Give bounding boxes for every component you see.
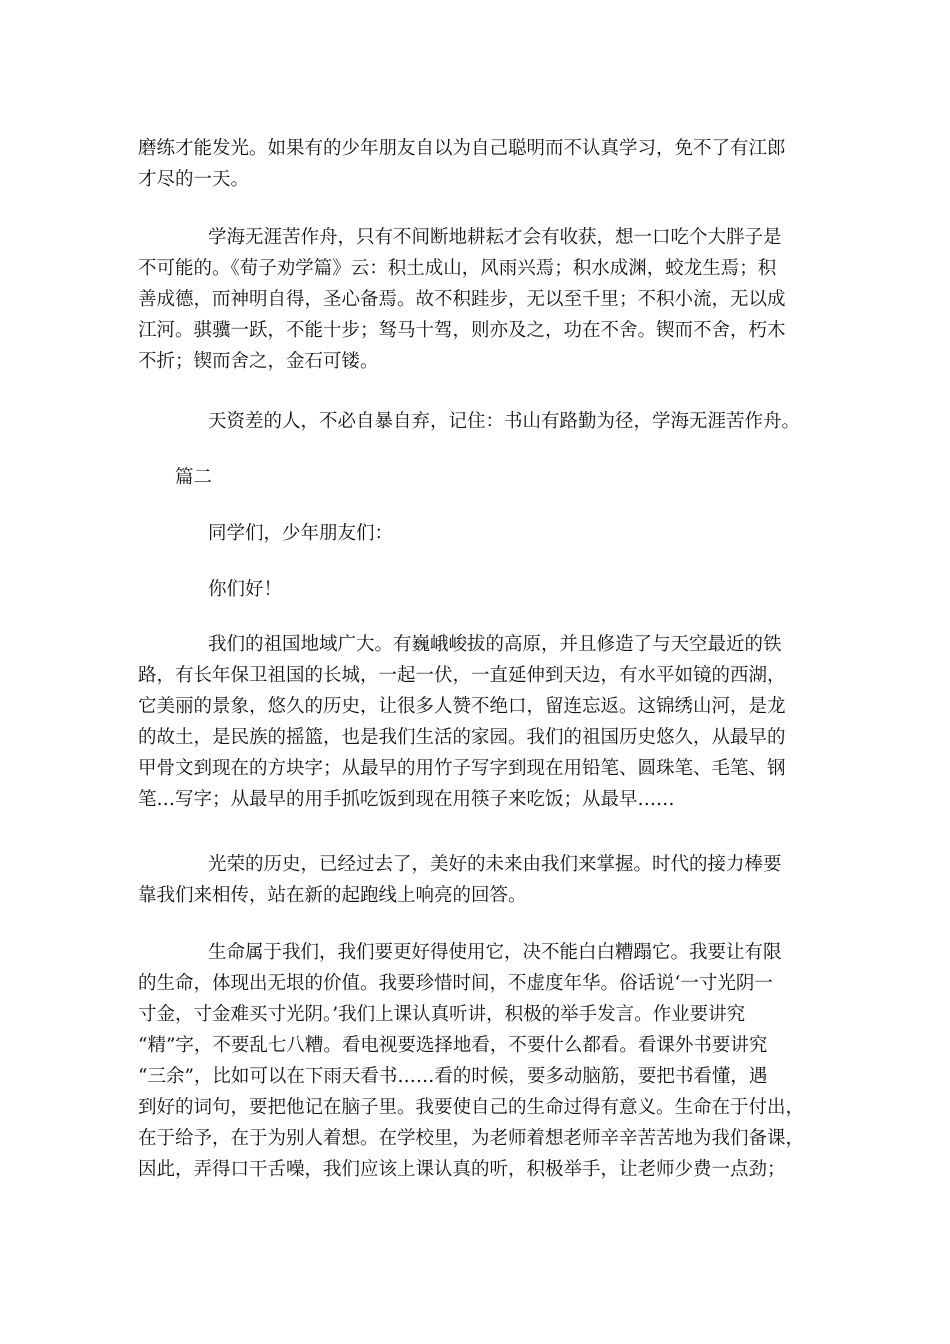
text-line: 的故土，是民族的摇篮，也是我们生活的家园。我们的祖国历史悠久，从最早的: [138, 727, 786, 748]
text-line: 甲骨文到现在的方块字；从最早的用竹子写字到现在用铅笔、圆珠笔、毛笔、钢: [138, 758, 786, 779]
text-line: 不折；锲而舍之，金石可镂。: [138, 351, 379, 372]
text-line: 寸金，寸金难买寸光阴。’我们上课认真听讲，积极的举手发言。作业要讲究: [138, 1004, 746, 1025]
text-line: 靠我们来相传，站在新的起跑线上响亮的回答。: [138, 885, 527, 906]
paragraph-history: [138, 849, 828, 911]
text-line: 学海无涯苦作舟，只有不间断地耕耘才会有收获，想一口吃个大胖子是: [208, 227, 782, 248]
paragraph-1: [138, 133, 828, 195]
text-line: 在于给予，在于为别人着想。在学校里，为老师着想老师辛辛苦苦地为我们备课，: [138, 1128, 805, 1149]
text-line: 路，有长年保卫祖国的长城，一起一伏，一直延伸到天边，有水平如镜的西湖，: [138, 665, 786, 686]
text-line: 天资差的人，不必自暴自弃，记住：书山有路勤为径，学海无涯苦作舟。: [208, 411, 801, 432]
section-heading: 篇二: [175, 467, 213, 488]
text-line: 我们的祖国地域广大。有巍峨峻拔的高原，并且修造了与天空最近的铁: [208, 634, 782, 655]
text-line: 江河。骐骥一跃，不能十步；驽马十驾，则亦及之，功在不舍。锲而不舍，朽木: [138, 320, 786, 341]
text-line: 才尽的一天。: [138, 169, 250, 190]
paragraph-hello: [138, 574, 828, 605]
text-line: 笔…写字；从最早的用手抓吃饭到现在用筷子来吃饭；从最早……: [138, 789, 675, 810]
text-line: “精”字，不要乱七八糟。看电视要选择地看，不要什么都看。看课外书要讲究: [138, 1035, 768, 1056]
text-line: 你们好！: [208, 579, 283, 600]
text-line: 善成德，而神明自得，圣心备焉。故不积跬步，无以至千里；不积小流，无以成: [138, 289, 786, 310]
text-line: 到好的词句，要把他记在脑子里。我要使自己的生命过得有意义。生命在于付出，: [138, 1097, 805, 1118]
text-line: 同学们，少年朋友们：: [208, 523, 394, 544]
text-line: 不可能的。《荀子劝学篇》云：积土成山，风雨兴焉；积水成渊，蛟龙生焉；积: [138, 258, 777, 279]
text-line: “三余”，比如可以在下雨天看书……看的时候，要多动脑筋，要把书看懂，遇: [138, 1066, 768, 1087]
paragraph-greeting: [138, 518, 828, 549]
paragraph-motherland: [138, 629, 828, 815]
text-line: 光荣的历史，已经过去了，美好的未来由我们来掌握。时代的接力棒要: [208, 854, 782, 875]
text-line: 生命属于我们，我们要更好得使用它，决不能白白糟蹋它。我要让有限: [208, 942, 782, 963]
text-line: 磨练才能发光。如果有的少年朋友自以为自己聪明而不认真学习，免不了有江郎: [138, 138, 786, 159]
text-line: 的生命，体现出无垠的价值。我要珍惜时间，不虚度年华。俗话说‘一寸光阴一: [138, 973, 773, 994]
paragraph-3: [138, 406, 828, 437]
paragraph-2: [138, 222, 828, 377]
text-line: 因此，弄得口干舌噪，我们应该上课认真的听，积极举手，让老师少费一点劲；: [138, 1159, 786, 1180]
text-line: 它美丽的景象，悠久的历史，让很多人赞不绝口，留连忘返。这锦绣山河，是龙: [138, 696, 786, 717]
paragraph-life: [138, 937, 828, 1185]
